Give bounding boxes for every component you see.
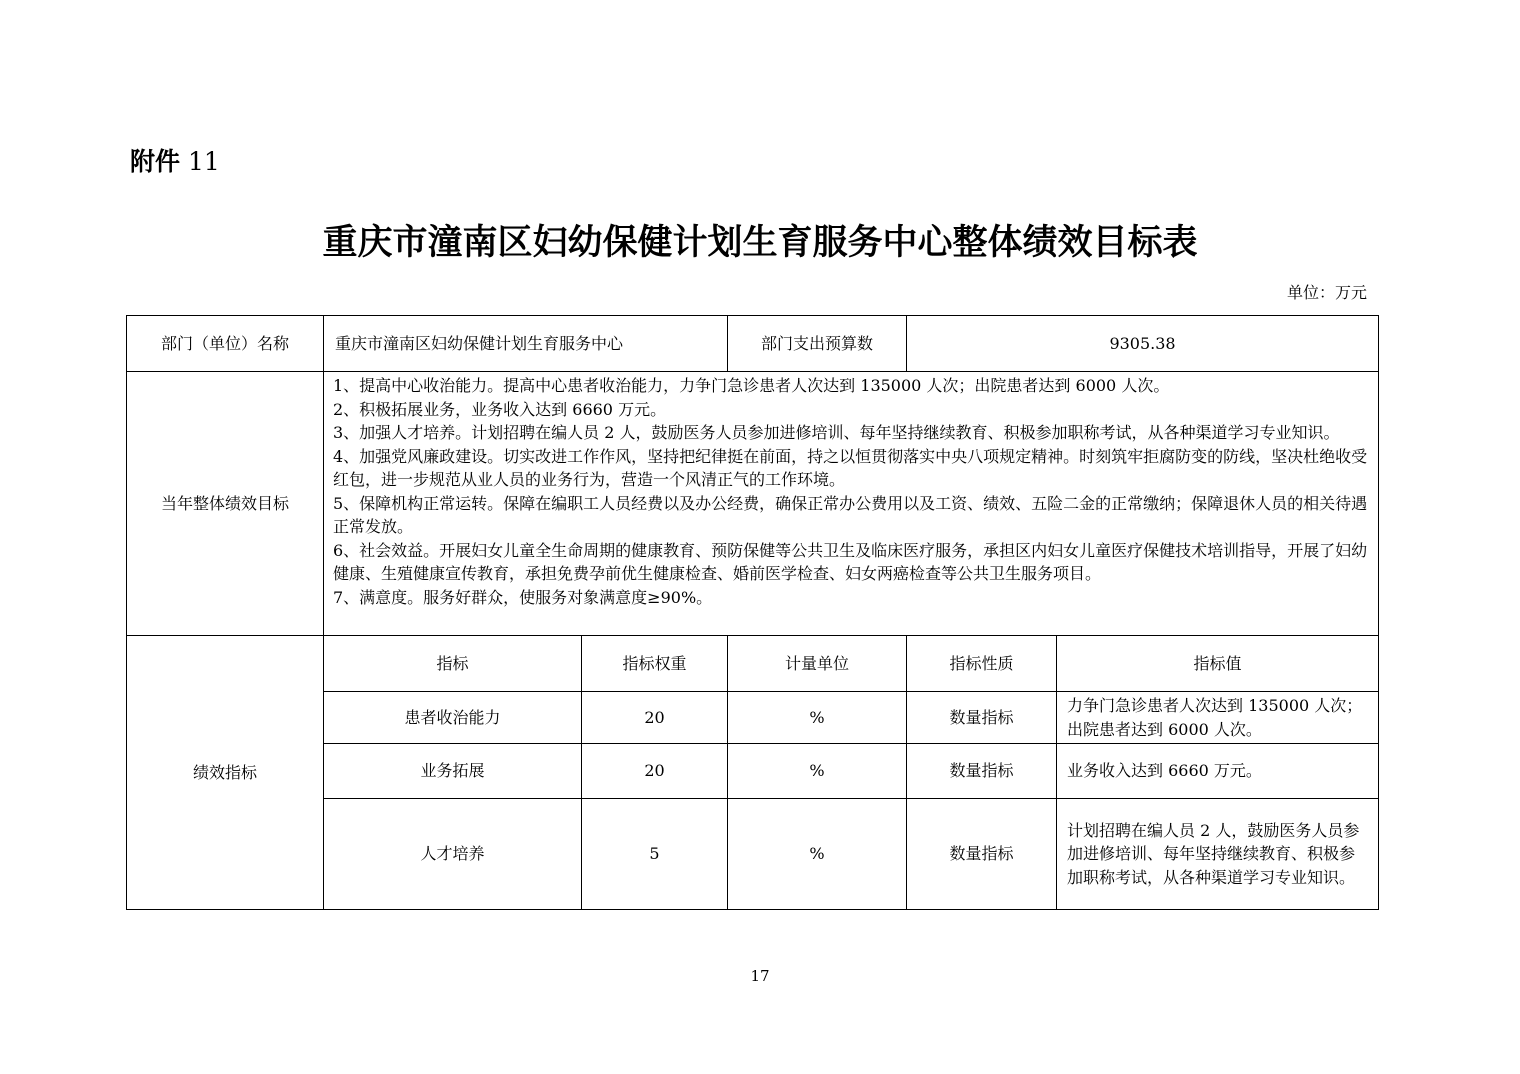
annual-goals-row xyxy=(127,372,1379,636)
column-header-weight: 指标权重 xyxy=(582,636,728,692)
performance-table xyxy=(126,315,1379,910)
indicator-value: 力争门急诊患者人次达到 135000 人次；出院患者达到 6000 人次。 xyxy=(1057,692,1379,744)
goal-item: 1、提高中心收治能力。提高中心患者收治能力，力争门急诊患者人次达到 135000 人次；出院患者达到 6000 人次。 xyxy=(333,376,1170,395)
header-row xyxy=(127,316,1379,372)
page-title: 重庆市潼南区妇幼保健计划生育服务中心整体绩效目标表 xyxy=(322,222,1198,263)
indicator-value: 业务收入达到 6660 万元。 xyxy=(1057,744,1379,799)
indicator-weight: 20 xyxy=(582,744,728,799)
attachment-number: 11 xyxy=(187,147,220,176)
budget-value: 9305.38 xyxy=(907,316,1379,372)
goal-item: 3、加强人才培养。计划招聘在编人员 2 人，鼓励医务人员参加进修培训、每年坚持继续教育、积极参加职称考试，从各种渠道学习专业知识。 xyxy=(333,423,1340,442)
annual-goals-content xyxy=(324,372,1379,636)
indicators-label: 绩效指标 xyxy=(127,636,324,910)
indicator-name: 患者收治能力 xyxy=(324,692,582,744)
indicator-header-row xyxy=(127,636,1379,692)
goal-item: 7、满意度。服务好群众，使服务对象满意度≥90%。 xyxy=(333,587,713,607)
column-header-nature: 指标性质 xyxy=(907,636,1057,692)
indicator-value: 计划招聘在编人员 2 人，鼓励医务人员参加进修培训、每年坚持继续教育、积极参加职称考试，从各种渠道学习专业知识。 xyxy=(1057,799,1379,910)
indicator-nature: 数量指标 xyxy=(907,744,1057,799)
indicator-nature: 数量指标 xyxy=(907,692,1057,744)
attachment-label xyxy=(130,145,220,179)
indicator-name: 业务拓展 xyxy=(324,744,582,799)
column-header-indicator: 指标 xyxy=(324,636,582,692)
indicator-weight: 20 xyxy=(582,692,728,744)
dept-name-value: 重庆市潼南区妇幼保健计划生育服务中心 xyxy=(324,316,728,372)
annual-goals-label: 当年整体绩效目标 xyxy=(127,372,324,636)
dept-name-label: 部门（单位）名称 xyxy=(127,316,324,372)
goal-item: 2、积极拓展业务，业务收入达到 6660 万元。 xyxy=(333,399,667,419)
budget-label: 部门支出预算数 xyxy=(728,316,907,372)
indicator-unit: % xyxy=(728,799,907,910)
indicator-name: 人才培养 xyxy=(324,799,582,910)
indicator-unit: % xyxy=(728,692,907,744)
indicator-unit: % xyxy=(728,744,907,799)
column-header-unit: 计量单位 xyxy=(728,636,907,692)
attachment-word: 附件 xyxy=(130,147,181,176)
goal-item: 4、加强党风廉政建设。切实改进工作作风，坚持把纪律挺在前面，持之以恒贯彻落实中央八项规定精神。时刻筑牢拒腐防变的防线，坚决杜绝收受红包，进一步规范从业人员的业务行为，营造一个风清正气的工作环境。 xyxy=(333,446,1368,489)
page-number: 17 xyxy=(750,967,770,985)
unit-label: 单位：万元 xyxy=(1286,283,1367,302)
column-header-value: 指标值 xyxy=(1057,636,1379,692)
indicator-nature: 数量指标 xyxy=(907,799,1057,910)
goal-item: 5、保障机构正常运转。保障在编职工人员经费以及办公经费，确保正常办公费用以及工资、绩效、五险二金的正常缴纳；保障退休人员的相关待遇正常发放。 xyxy=(333,493,1368,536)
goal-item: 6、社会效益。开展妇女儿童全生命周期的健康教育、预防保健等公共卫生及临床医疗服务，承担区内妇女儿童医疗保健技术培训指导，开展了妇幼健康、生殖健康宣传教育，承担免费孕前优生健康检查、婚前医学检查、妇女两癌检查等公共卫生服务项目。 xyxy=(333,540,1368,583)
indicator-weight: 5 xyxy=(582,799,728,910)
